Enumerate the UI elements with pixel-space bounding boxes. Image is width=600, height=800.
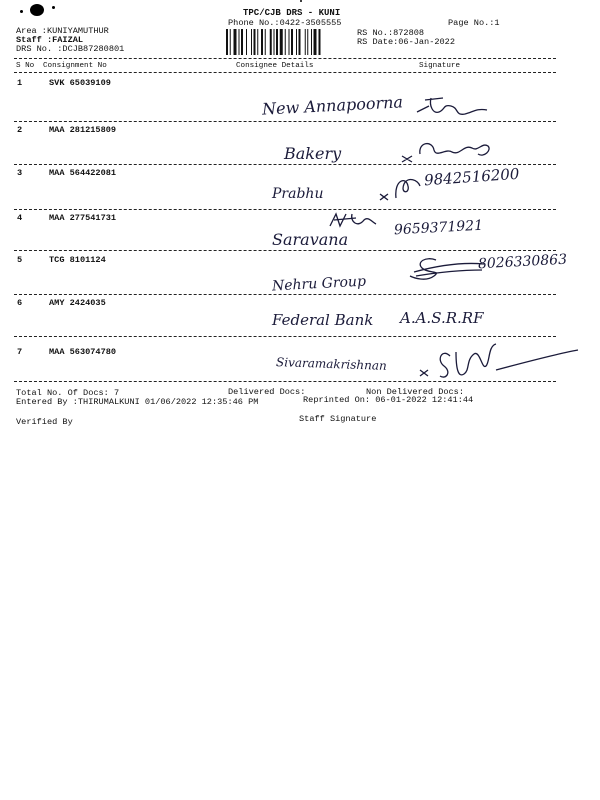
barcode-bar [226,29,228,55]
row-sno: 6 [17,298,23,308]
drs-number: DRS No. :DCJB87280801 [16,44,125,54]
barcode-bar [257,29,258,55]
staff-signature: Staff Signature [299,414,377,424]
consignment-number: TCG 8101124 [49,255,106,265]
total-docs: Total No. Of Docs: 7 [16,388,120,398]
page-number: Page No.:1 [448,18,500,28]
consignment-number: MAA 563074780 [49,347,117,357]
column-consignment: Consignment No [43,62,107,70]
row-sno: 4 [17,213,23,223]
rs-number: RS No.:872808 [357,28,425,38]
barcode-bar [291,29,293,55]
barcode-bar [274,29,275,55]
barcode-bar [241,29,243,55]
row-separator [14,164,556,165]
column-sno: S No [16,62,35,70]
consignee-handwriting: Sivaramakrishnan [275,355,387,373]
barcode-bar [311,29,312,55]
barcode-bar [270,29,272,55]
consignment-number: MAA 277541731 [49,213,117,223]
consignee-reference-handwriting: A.A.S.R.RF [400,309,484,327]
barcode-bar [251,29,252,55]
entered-by: Entered By :THIRUMALKUNI 01/06/2022 12:35:46 PM [16,397,259,407]
document-title: TPC/CJB DRS - KUNI [243,8,341,18]
barcode-bar [234,29,237,55]
barcode-bar [254,29,256,55]
verified-by: Verified By [16,417,73,427]
staff-label: Staff :FAIZAL [16,35,84,45]
barcode-bar [305,29,306,55]
column-consignee: Consignee Details [236,62,314,70]
signature-scribble [328,210,378,232]
consignee-handwriting: Prabhu [272,186,324,202]
row-separator [14,336,556,337]
row-sno: 7 [17,347,23,357]
signature-scribble [406,254,486,282]
barcode-bar [285,29,286,55]
rs-date: RS Date:06-Jan-2022 [357,37,455,47]
row-separator [14,250,556,251]
consignee-handwriting: Bakery [284,144,342,163]
signature-scribble [398,136,498,166]
consignee-handwriting: New Annapoorna [261,92,404,119]
barcode-bar [230,29,231,55]
consignment-number: MAA 281215809 [49,125,117,135]
barcode-bar [314,29,317,55]
barcode-bar [307,29,308,55]
barcode-bar [276,29,278,55]
row-sno: 2 [17,125,23,135]
scan-speck [30,4,44,16]
consignment-number: MAA 564422081 [49,168,117,178]
header-top-rule [14,58,556,59]
row-sno: 3 [17,168,23,178]
consignee-handwriting: Nehru Group [271,273,367,295]
barcode-bar [246,29,247,55]
scan-speck [52,6,55,9]
barcode-bar [261,29,263,55]
table-bottom-rule [14,381,556,382]
consignee-phone-handwriting: 9659371921 [393,217,484,239]
row-sno: 5 [17,255,23,265]
consignee-handwriting: Federal Bank [272,311,374,329]
consignment-number: AMY 2424035 [49,298,106,308]
non-delivered-docs: Non Delivered Docs: [366,387,464,397]
barcode-bar [319,29,321,55]
row-separator [14,294,556,295]
delivered-docs: Delivered Docs: [228,387,306,397]
row-separator [14,209,556,210]
header-bottom-rule [14,72,556,73]
barcode-image [226,29,352,55]
row-sno: 1 [17,78,23,88]
row-separator [14,121,556,122]
reprinted-on: Reprinted On: 06-01-2022 12:41:44 [303,395,474,405]
consignee-phone-handwriting: 9842516200 [423,164,520,190]
barcode-bar [239,29,240,55]
signature-scribble [415,94,495,124]
column-signature: Signature [419,62,461,70]
area-label: Area :KUNIYAMUTHUR [16,26,109,36]
barcode-bar [289,29,290,55]
consignee-phone-handwriting: 8026330863 [477,251,568,273]
consignment-number: SVK 65039109 [49,78,111,88]
phone-number: Phone No.:0422-3505555 [228,18,342,28]
signature-scribble [416,340,580,386]
barcode-bar [296,29,297,55]
scan-speck [20,10,23,13]
consignee-handwriting: Saravana [272,230,349,249]
barcode-bar [280,29,283,55]
signature-scribble [376,172,426,202]
barcode-bar [265,29,266,55]
scan-speck [300,0,302,2]
barcode-bar [299,29,301,55]
